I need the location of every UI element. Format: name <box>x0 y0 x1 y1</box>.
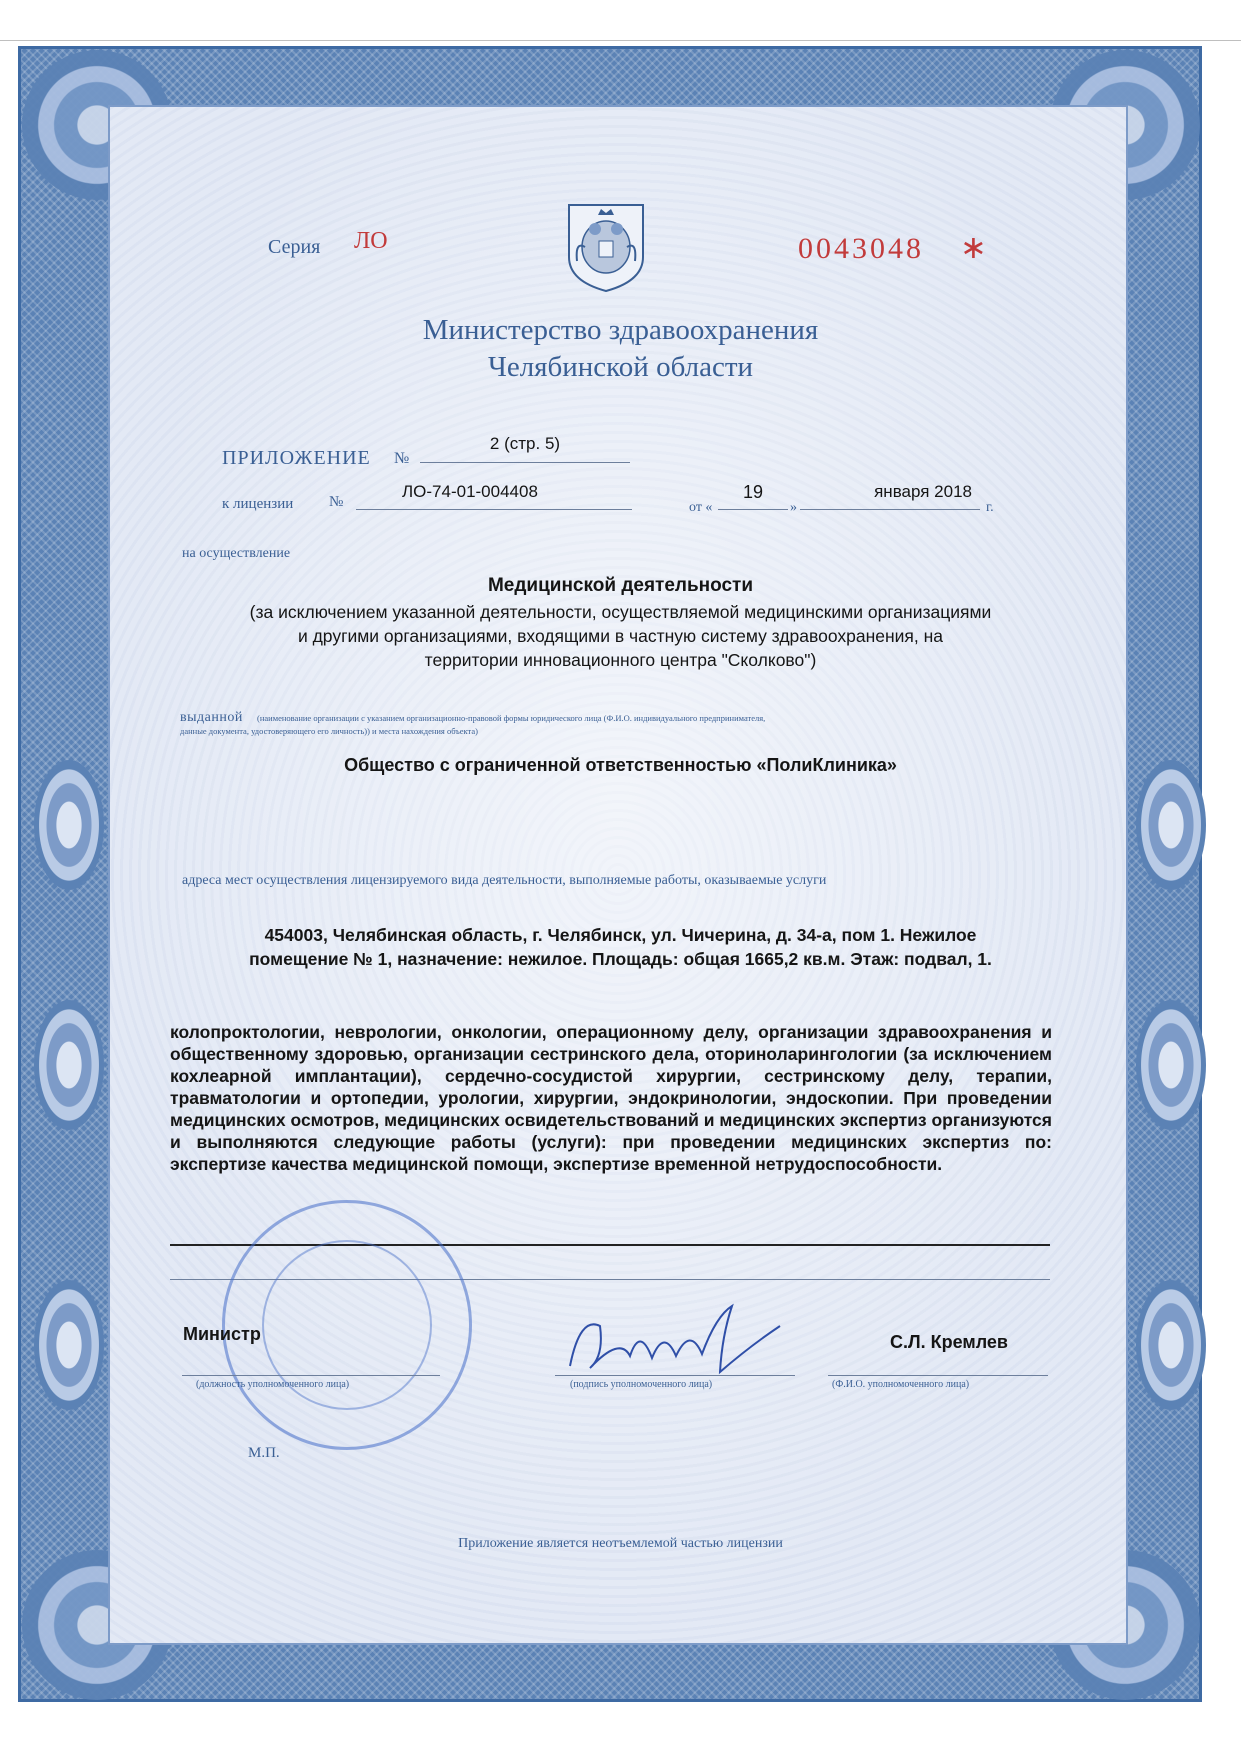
star-mark: ∗ <box>960 229 987 265</box>
license-number: ЛО-74-01-004408 <box>356 482 632 510</box>
services-text: колопроктологии, неврологии, онкологии, операционному делу, организации здравоохранения и общественному здоровью, организации сестринского дела, оториноларингологии (за исключением кохлеарной имплантации), сердечно-сосудистой хирургии, сестринскому делу, терапии, травматологии и ортопедии, урологии, хирургии, эндокринологии, эндоскопии. При проведении медицинских осмотров, медицинских освидетельствований и медицинских экспертиз организуются и выполняются следующие работы (услуги): при проведении медицинских экспертиз по: экспертизе качества медицинской помощи, экспертизе временной нетрудоспособности. <box>170 1022 1052 1174</box>
side-rosette-icon <box>1136 1000 1206 1130</box>
series-value: ЛО <box>354 228 388 254</box>
russian-coat-of-arms-icon <box>565 201 647 293</box>
handwritten-signature-icon <box>560 1296 800 1384</box>
side-rosette-icon <box>1136 1280 1206 1410</box>
appendix-number: 2 (стр. 5) <box>420 434 630 463</box>
position-line <box>182 1375 440 1376</box>
side-rosette-icon <box>1136 760 1206 890</box>
signatory-name: С.Л. Кремлев <box>890 1332 1008 1352</box>
signature-line <box>555 1375 795 1376</box>
activity-label: на осуществление <box>182 546 291 561</box>
page-top-border <box>0 40 1241 41</box>
license-year-suffix: г. <box>986 500 994 515</box>
footer-note: Приложение является неотъемлемой частью лицензии <box>458 1536 783 1551</box>
signature-caption: (подпись уполномоченного лица) <box>570 1379 713 1390</box>
address-line2: помещение № 1, назначение: нежилое. Площадь: общая 1665,2 кв.м. Этаж: подвал, 1. <box>249 949 992 969</box>
authority-name-line1: Министерство здравоохранения <box>422 314 819 346</box>
position-caption: (должность уполномоченного лица) <box>196 1379 350 1390</box>
license-month-year: января 2018 <box>800 482 980 510</box>
side-rosette-icon <box>34 1000 104 1130</box>
activity-note-line3: территории инновационного центра "Сколково") <box>424 650 817 670</box>
activity-note-line1: (за исключением указанной деятельности, осуществляемой медицинскими организациями <box>249 602 992 622</box>
signatory-position: Министр <box>183 1324 261 1344</box>
license-from-label: от « <box>689 500 713 515</box>
series-label: Серия <box>268 236 321 258</box>
address-line1: 454003, Челябинская область, г. Челябинск, ул. Чичерина, д. 34-а, пом 1. Нежилое <box>264 925 977 945</box>
addresses-label: адреса мест осуществления лицензируемого вида деятельности, выполняемые работы, оказываемые услуги <box>182 873 827 888</box>
appendix-no-sign: № <box>394 450 410 467</box>
seal-place-label: М.П. <box>248 1445 280 1461</box>
form-number: 0043048 <box>798 232 924 265</box>
organization-name: Общество с ограниченной ответственностью «ПолиКлиника» <box>344 755 897 775</box>
license-quote-close: » <box>790 500 797 515</box>
name-caption: (Ф.И.О. уполномоченного лица) <box>832 1379 970 1390</box>
issued-caption-line2: данные документа, удостоверяющего его личность)) и места нахождения объекта) <box>180 726 478 736</box>
side-rosette-icon <box>34 1280 104 1410</box>
side-rosette-icon <box>34 760 104 890</box>
license-no-sign: № <box>329 494 344 510</box>
name-line <box>828 1375 1048 1376</box>
appendix-label: ПРИЛОЖЕНИЕ <box>222 447 371 469</box>
license-day: 19 <box>718 482 788 510</box>
license-label: к лицензии <box>222 496 294 512</box>
activity-note-line2: и другими организациями, входящими в частную систему здравоохранения, на <box>297 626 944 646</box>
activity-title: Медицинской деятельности <box>487 575 754 596</box>
authority-name-line2: Челябинской области <box>487 351 754 383</box>
issued-label: выданной <box>180 710 243 725</box>
issued-caption-line1: (наименование организации с указанием организационно-правовой формы юридического лица (Ф.И.О. индивидуального предпринимателя, <box>257 713 766 723</box>
